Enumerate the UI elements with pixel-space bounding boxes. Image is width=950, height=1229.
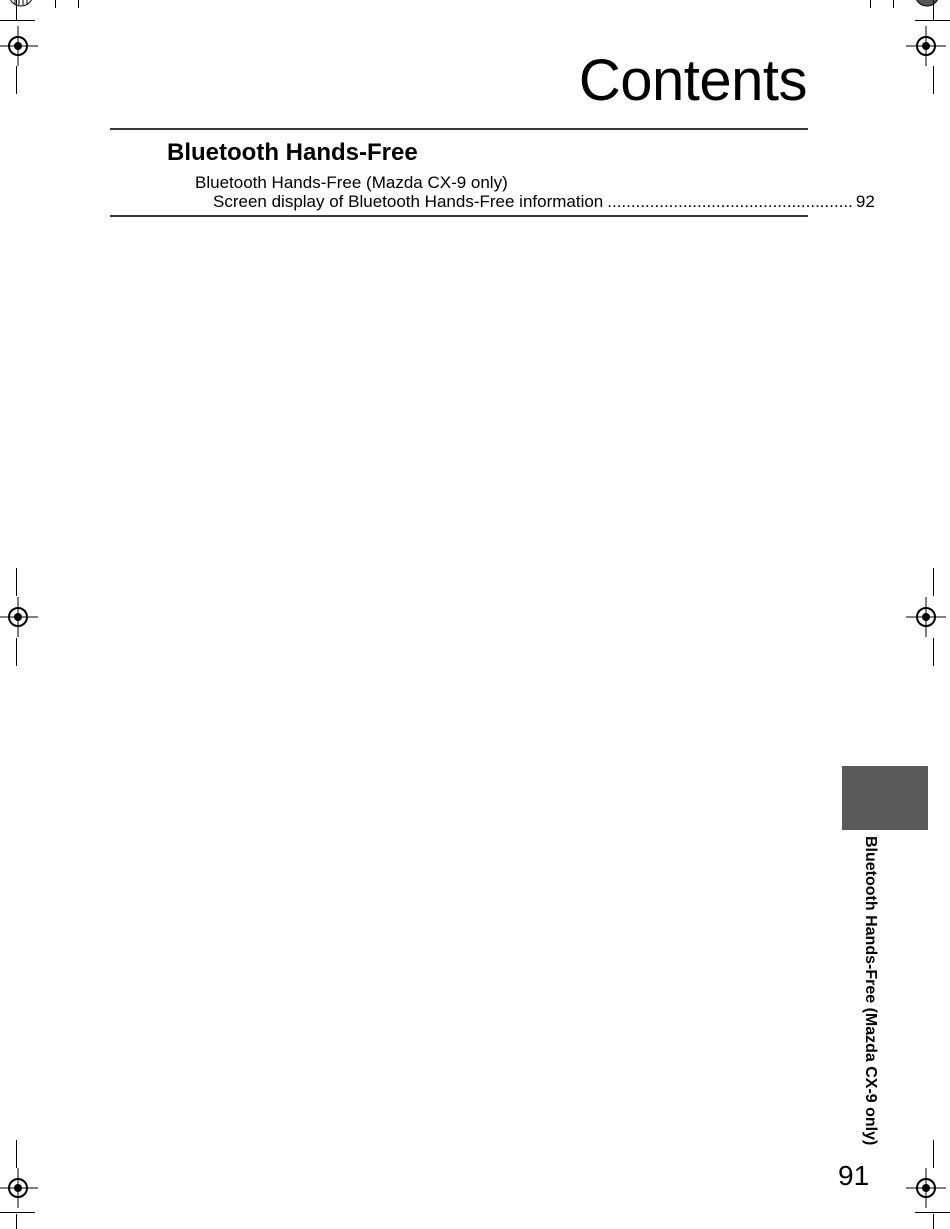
trim-mark xyxy=(16,1140,17,1168)
color-bar-icon xyxy=(912,0,942,8)
page-number: 91 xyxy=(838,1160,870,1191)
trim-mark xyxy=(16,568,17,596)
trim-mark xyxy=(893,0,894,8)
toc-entry-link[interactable] xyxy=(213,192,875,211)
trim-mark xyxy=(915,20,950,21)
trim-mark xyxy=(78,0,79,8)
trim-mark xyxy=(0,1212,35,1213)
footer-divider xyxy=(110,215,808,217)
trim-mark xyxy=(915,1212,950,1213)
toc-entry-page: 92 xyxy=(855,192,875,211)
registration-mark-icon xyxy=(0,1168,38,1208)
trim-mark xyxy=(933,568,934,596)
trim-mark xyxy=(933,0,934,20)
chapter-tab xyxy=(842,766,928,830)
trim-mark xyxy=(55,0,56,8)
toc-entry-title: Screen display of Bluetooth Hands-Free information xyxy=(213,192,604,211)
toc-section-heading: Bluetooth Hands-Free xyxy=(167,139,418,166)
trim-mark xyxy=(16,638,17,666)
toc-sub-heading: Bluetooth Hands-Free (Mazda CX-9 only) xyxy=(195,173,508,192)
registration-mark-icon xyxy=(906,597,946,637)
toc-entry-leader: .................................................... xyxy=(607,192,853,211)
trim-mark xyxy=(933,66,934,94)
color-bar-icon xyxy=(6,0,36,8)
trim-mark xyxy=(0,20,35,21)
registration-mark-icon xyxy=(0,597,38,637)
registration-mark-icon xyxy=(0,26,38,66)
trim-mark xyxy=(870,0,871,8)
trim-mark xyxy=(933,1140,934,1168)
chapter-tab-label: Bluetooth Hands-Free (Mazda CX-9 only) xyxy=(862,836,879,1146)
trim-mark xyxy=(933,1214,934,1229)
page-title: Contents xyxy=(578,48,807,113)
trim-mark xyxy=(16,1214,17,1229)
registration-mark-icon xyxy=(906,1168,946,1208)
registration-mark-icon xyxy=(906,26,946,66)
trim-mark xyxy=(16,66,17,94)
header-divider xyxy=(110,128,808,130)
trim-mark xyxy=(16,0,17,20)
trim-mark xyxy=(933,638,934,666)
